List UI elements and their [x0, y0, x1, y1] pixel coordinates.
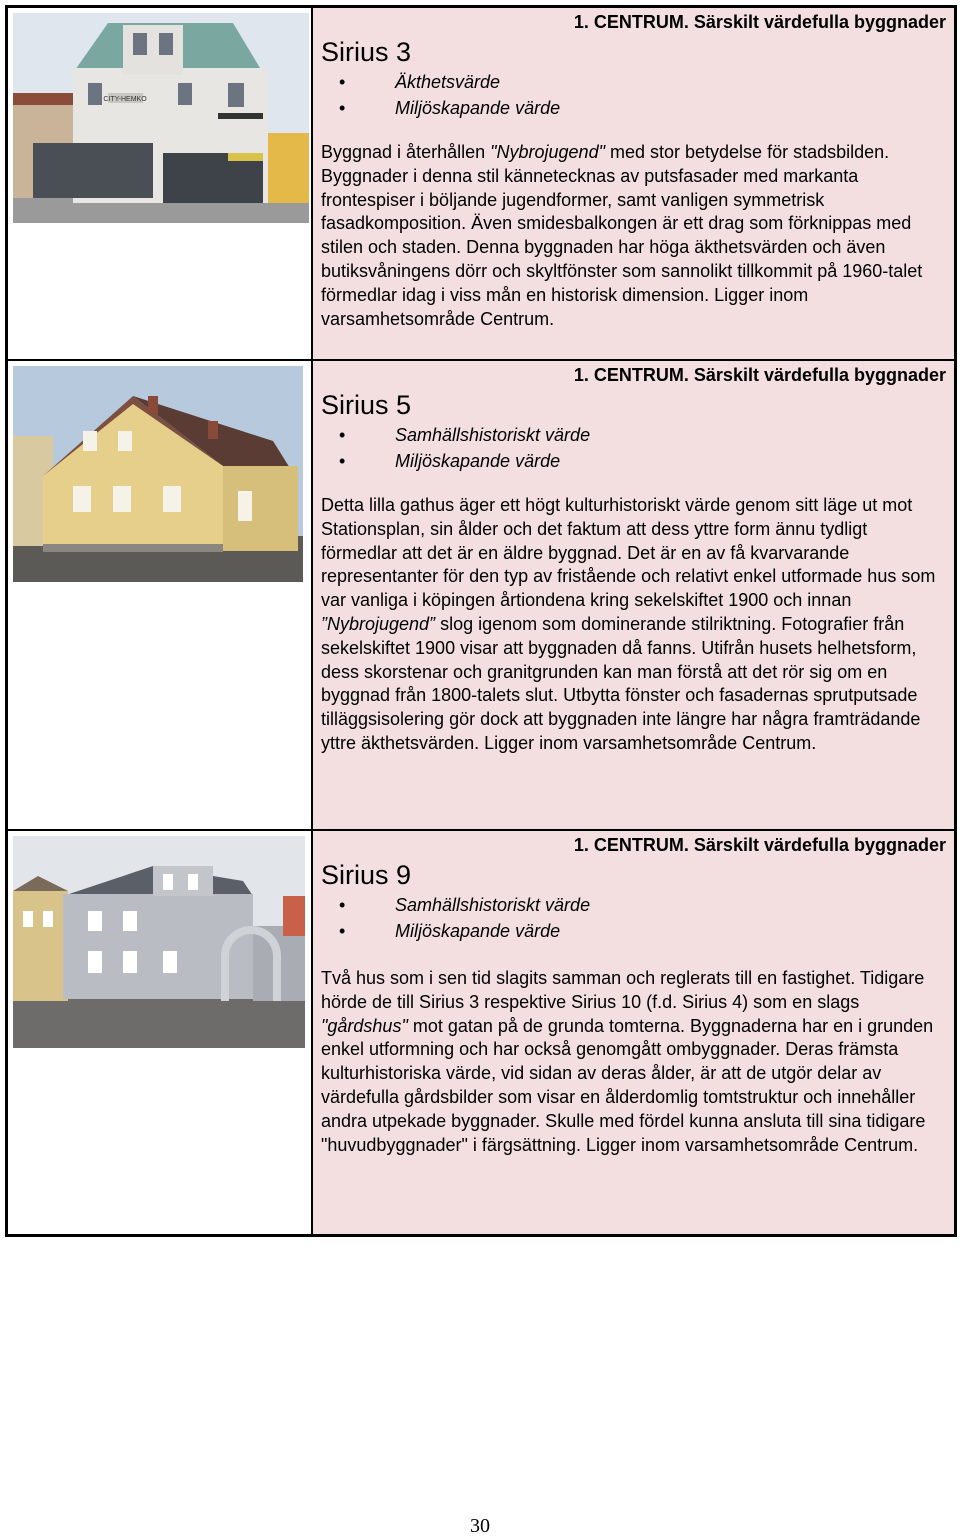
category-label: 1. CENTRUM. Särskilt värdefulla byggnader	[573, 365, 946, 385]
text-cell	[313, 361, 954, 829]
description-emphasis: "Nybrojugend"	[490, 142, 605, 162]
list-item: • Samhällshistoriskt värde	[339, 893, 590, 919]
list-item: • Samhällshistoriskt värde	[339, 423, 590, 449]
photo-cell	[8, 8, 313, 359]
property-title: Sirius 9	[321, 860, 412, 890]
building-photo-sirius-3	[13, 13, 309, 223]
description-text: med stor betydelse för stadsbilden. Byggnader i denna stil kännetecknas av putsfasader med markanta frontespiser i böljande jugendformer, samt vanligen symmetrisk fasadkomposition. Även smidesbalkongen är ett drag som förknippas med stilen och staden. Denna byggnaden har höga äkthetsvärden och även butiksvåningens dörr och skyltfönster som sannolikt tillkommit på 1960-talet förmedlar idag i viss mån en historisk dimension. Ligger inom varsamhetsområde Centrum.	[321, 142, 923, 329]
photo-cell	[8, 361, 313, 829]
table-row	[8, 361, 954, 831]
property-title: Sirius 5	[321, 390, 412, 420]
description	[321, 141, 944, 331]
building-photo-sirius-5	[13, 366, 303, 582]
description-text: Byggnad i återhållen	[321, 142, 491, 162]
list-item: • Miljöskapande värde	[339, 96, 560, 122]
table-row	[8, 831, 954, 1234]
description-emphasis: ”Nybrojugend”	[321, 613, 436, 634]
inventory-table	[5, 5, 957, 1237]
value-list	[339, 70, 560, 121]
value-list	[339, 423, 590, 474]
building-photo-sirius-9	[13, 836, 305, 1048]
category-label: 1. CENTRUM. Särskilt värdefulla byggnader	[573, 12, 946, 32]
list-item: • Äkthetsvärde	[339, 70, 560, 96]
text-cell	[313, 831, 954, 1234]
page-number: 30	[470, 1515, 490, 1537]
property-title: Sirius 3	[321, 37, 412, 67]
value-list	[339, 893, 590, 944]
photo-cell	[8, 831, 313, 1234]
list-item: • Miljöskapande värde	[339, 449, 590, 475]
description	[321, 967, 944, 1157]
shop-sign-text: CITY-HEMKO	[103, 96, 147, 103]
text-cell	[313, 8, 954, 359]
category-label: 1. CENTRUM. Särskilt värdefulla byggnader	[573, 835, 946, 855]
description-text: Två hus som i sen tid slagits samman och reglerats till en fastighet. Tidigare hörde de till Sirius 3 respektive Sirius 10 (f.d. Sirius 4) som en slags	[321, 968, 925, 1012]
description-text: slog igenom som dominerande stilriktning. Fotografier från sekelskiftet 1900 visar att byggnaden då fanns. Utifrån husets helhetsform, dess skorstenar och granitgrunden kan man förstå att det rör sig om en byggnad från 1800-talets slut. Utbytta fönster och fasadernas sprutputsade tilläggsisolering gör dock att byggnaden inte längre har några framträdande yttre äkthetsvärden. Ligger inom varsamhetsområde Centrum.	[321, 613, 921, 753]
table-row	[8, 8, 954, 361]
description-emphasis: "gårdshus"	[321, 1015, 408, 1036]
description-text: Detta lilla gathus äger ett högt kulturhistoriskt värde genom sitt läge ut mot Stationsplan, sin ålder och det faktum att dess yttre form ännu tydligt förmedlar att det är en äldre byggnad. Det är en av få kvarvarande representanter för den typ av fristående och relativt enkel utformade hus som var vanliga i köpingen årtiondena kring sekelskiftet 1900 och innan	[321, 495, 936, 611]
description	[321, 494, 944, 756]
description-text: mot gatan på de grunda tomterna. Byggnaderna har en i grunden enkel utformning och har också genomgått ombyggnader. Deras främsta kulturhistoriska värde, vid sidan av deras ålder, är att de utgör delar av värdefulla gårdsbilder som visar en ålderdomlig tomtstruktur och innehåller andra utpekade byggnader. Skulle med fördel kunna ansluta till sina tidigare "huvudbyggnader" i färgsättning. Ligger inom varsamhetsområde Centrum.	[321, 1015, 934, 1155]
list-item: • Miljöskapande värde	[339, 919, 590, 945]
